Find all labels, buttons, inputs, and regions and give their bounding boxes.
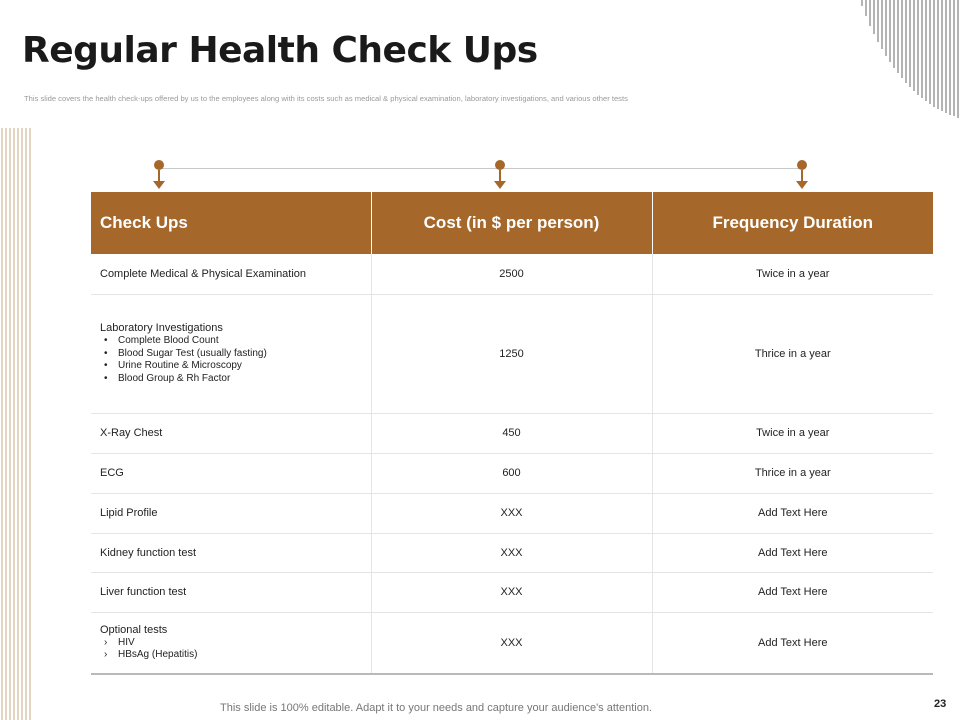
check-up-name-cell bbox=[91, 453, 371, 493]
sub-item-label: Blood Sugar Test (usually fasting) bbox=[118, 347, 267, 359]
chevron-bullet-icon: › bbox=[104, 636, 108, 648]
check-up-name: ECG bbox=[100, 467, 124, 479]
sub-item bbox=[100, 649, 365, 662]
cost-cell: 600 bbox=[371, 453, 652, 493]
check-up-name-cell bbox=[91, 294, 371, 413]
sub-item bbox=[100, 637, 365, 650]
slide-title: Regular Health Check Ups bbox=[22, 30, 538, 71]
check-up-name: X-Ray Chest bbox=[100, 427, 163, 439]
bullet-icon: • bbox=[104, 360, 108, 371]
frequency-cell: Thrice in a year bbox=[652, 453, 933, 493]
check-up-name: Kidney function test bbox=[100, 546, 197, 559]
column-pin-icon bbox=[494, 160, 506, 192]
table-row bbox=[91, 413, 933, 453]
check-up-name: Lipid Profile bbox=[100, 507, 158, 519]
cost-cell: XXX bbox=[371, 493, 652, 533]
check-up-name: Optional tests bbox=[100, 623, 168, 636]
table-row bbox=[91, 493, 933, 533]
frequency-cell: Add Text Here bbox=[652, 533, 933, 572]
table-row bbox=[91, 612, 933, 674]
slide-subtitle: This slide covers the health check-ups offered by us to the employees along with its costs such as medical & physical examination, laboratory investigations, and various other tests bbox=[24, 94, 628, 103]
frequency-cell: Twice in a year bbox=[652, 254, 933, 294]
decorative-arc-lines bbox=[860, 0, 960, 120]
header-connector-line bbox=[159, 168, 802, 169]
sub-item-label: HIV bbox=[118, 636, 135, 648]
decorative-vertical-lines bbox=[0, 128, 36, 720]
check-up-name: Laboratory Investigations bbox=[100, 322, 223, 334]
column-header-cost: Cost (in $ per person) bbox=[371, 192, 652, 254]
cost-cell: 2500 bbox=[371, 254, 652, 294]
sub-item-label: Blood Group & Rh Factor bbox=[118, 372, 231, 384]
frequency-cell: Twice in a year bbox=[652, 413, 933, 453]
frequency-cell: Add Text Here bbox=[652, 493, 933, 533]
health-checkups-table bbox=[91, 192, 933, 675]
check-up-sub-items bbox=[100, 335, 365, 385]
table-header-row bbox=[91, 192, 933, 254]
table-row bbox=[91, 254, 933, 294]
cost-cell: XXX bbox=[371, 572, 652, 612]
table-row bbox=[91, 533, 933, 572]
bullet-icon: • bbox=[104, 372, 108, 384]
cost-cell: 450 bbox=[371, 413, 652, 453]
frequency-cell: Thrice in a year bbox=[652, 294, 933, 413]
page-number: 23 bbox=[934, 698, 947, 710]
column-pin-icon bbox=[796, 160, 808, 192]
sub-item-label: Complete Blood Count bbox=[118, 335, 219, 346]
bullet-icon: • bbox=[104, 347, 108, 359]
sub-item-label: HBsAg (Hepatitis) bbox=[118, 649, 198, 661]
column-header-check-ups: Check Ups bbox=[91, 192, 371, 254]
cost-cell: 1250 bbox=[371, 294, 652, 413]
frequency-cell: Add Text Here bbox=[652, 612, 933, 674]
frequency-cell: Add Text Here bbox=[652, 572, 933, 612]
check-up-name-cell bbox=[91, 254, 371, 294]
cost-cell: XXX bbox=[371, 533, 652, 572]
check-up-name-cell bbox=[91, 572, 371, 612]
column-header-frequency: Frequency Duration bbox=[652, 192, 933, 254]
table-row bbox=[91, 294, 933, 413]
check-up-name-cell bbox=[91, 612, 371, 674]
check-up-name: Complete Medical & Physical Examination bbox=[100, 267, 307, 280]
cost-cell: XXX bbox=[371, 612, 652, 674]
check-up-name-cell bbox=[91, 533, 371, 572]
slide-footer: This slide is 100% editable. Adapt it to your needs and capture your audience's attention. bbox=[220, 702, 652, 714]
check-up-sub-items bbox=[100, 637, 365, 662]
bullet-icon: • bbox=[104, 335, 108, 346]
chevron-bullet-icon: › bbox=[104, 649, 108, 661]
sub-item bbox=[100, 360, 365, 373]
check-up-name: Liver function test bbox=[100, 586, 187, 598]
column-pin-icon bbox=[153, 160, 165, 192]
check-up-name-cell bbox=[91, 413, 371, 453]
sub-item bbox=[100, 335, 365, 348]
sub-item-label: Urine Routine & Microscopy bbox=[118, 360, 242, 371]
table-row bbox=[91, 453, 933, 493]
check-up-name-cell bbox=[91, 493, 371, 533]
table-row bbox=[91, 572, 933, 612]
sub-item bbox=[100, 348, 365, 361]
sub-item bbox=[100, 373, 365, 386]
